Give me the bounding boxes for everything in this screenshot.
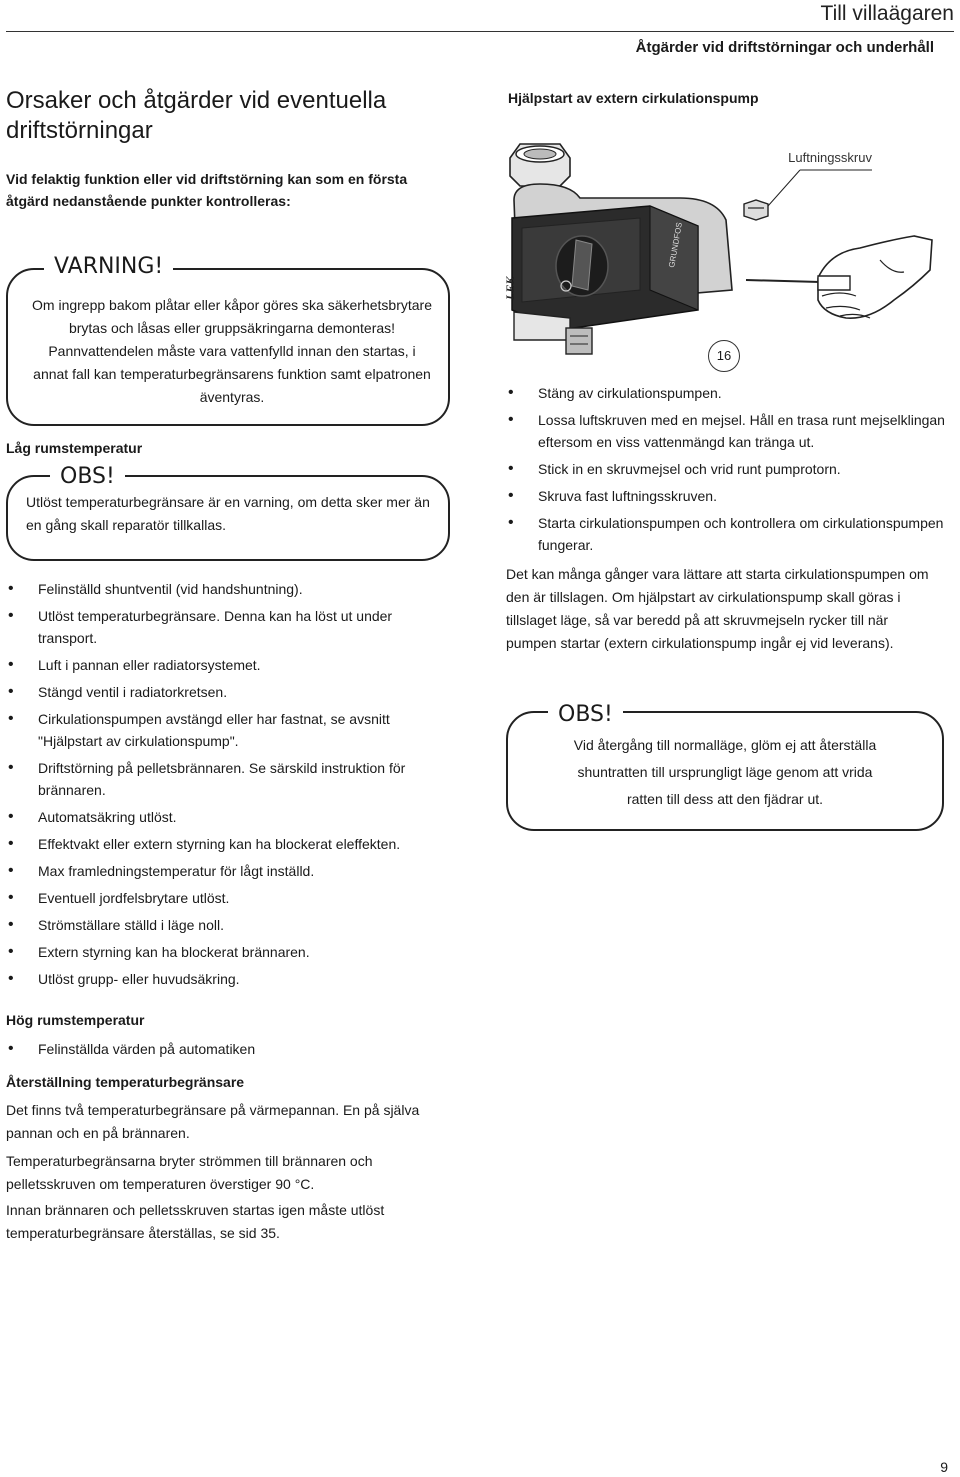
figure-stamp: LEK (503, 276, 517, 300)
page-number: 9 (940, 1459, 948, 1475)
obs-label: OBS! (548, 702, 623, 727)
reset-paragraph: Temperaturbegränsarna bryter strömmen till brännaren och pelletsskruven om temperaturen överstiger 90 °C. (6, 1153, 373, 1192)
pump-steps-list (506, 382, 950, 561)
pump-help-heading: Hjälpstart av extern cirkulationspump (508, 90, 759, 106)
list-item: • Utlöst grupp- eller huvudsäkring. (6, 968, 444, 990)
list-item: • Stick in en skruvmejsel och vrid runt pumprotorn. (506, 458, 950, 480)
list-item: • Max framledningstemperatur för lågt inställd. (6, 860, 444, 882)
obs-text: Utlöst temperaturbegränsare är en varning, om detta sker mer än en gång skall reparatör tillkallas. (26, 494, 430, 533)
list-item: • Felinställd shuntventil (vid handshuntning). (6, 578, 444, 600)
section-tag: Till villaägaren (820, 2, 954, 25)
list-item: • Felinställda värden på automatiken (6, 1038, 444, 1060)
page-subtitle: Åtgärder vid driftstörningar och underhåll (635, 39, 934, 56)
warning-text: Om ingrepp bakom plåtar eller kåpor göres ska säkerhetsbrytare brytas och låsas eller gruppsäkringarna demonteras! Pannvattendelen måste vara vattenfylld innan den startas, i annat fall kan temperaturbegränsarens funktion samt elpatronen äventyras. (32, 297, 432, 405)
page-title: Orsaker och åtgärder vid eventuella driftstörningar (6, 87, 387, 144)
low-temp-list (6, 578, 444, 995)
high-temp-list (6, 1038, 444, 1065)
header-rule (6, 31, 954, 32)
list-item: • Driftstörning på pelletsbrännaren. Se särskild instruktion för brännaren. (6, 757, 444, 801)
low-temp-heading: Låg rumstemperatur (6, 440, 143, 456)
pump-paragraph: Det kan många gånger vara lättare att starta cirkulationspumpen om den är tillslagen. Om hjälpstart av cirkulationspump skall göras i tillslaget läge, så var beredd på att skruvmejseln rycker till när pumpen startar (extern cirkulationspump ingår ej vid leverans). (506, 566, 929, 651)
list-item: • Utlöst temperaturbegränsare. Denna kan ha löst ut under transport. (6, 605, 444, 649)
list-item: • Extern styrning kan ha blockerat brännaren. (6, 941, 444, 963)
figure-number: 16 (708, 340, 740, 372)
list-item: • Strömställare ställd i läge noll. (6, 914, 444, 936)
obs-text: Vid återgång till normalläge, glöm ej att återställa shuntratten till ursprungligt läge genom att vrida ratten till dess att den fjädrar ut. (573, 737, 877, 807)
list-item: • Stängd ventil i radiatorkretsen. (6, 681, 444, 703)
high-temp-heading: Hög rumstemperatur (6, 1012, 145, 1028)
list-item: • Automatsäkring utlöst. (6, 806, 444, 828)
list-item: • Cirkulationspumpen avstängd eller har fastnat, se avsnitt "Hjälpstart av cirkulationspump". (6, 708, 444, 752)
list-item: • Starta cirkulationspumpen och kontrollera om cirkulationspumpen fungerar. (506, 512, 950, 556)
pump-brand: GRUNDFOS (667, 221, 684, 269)
reset-heading: Återställning temperaturbegränsare (6, 1074, 245, 1090)
list-item: • Effektvakt eller extern styrning kan ha blockerat eleffekten. (6, 833, 444, 855)
list-item: • Lossa luftskruven med en mejsel. Håll en trasa runt mejselklingan eftersom en viss vattenmängd kan tränga ut. (506, 409, 950, 453)
reset-paragraph: Innan brännaren och pelletsskruven startas igen måste utlöst temperaturbegränsare återställas, se sid 35. (6, 1202, 385, 1241)
reset-paragraph: Det finns två temperaturbegränsare på värmepannan. En på själva pannan och en på brännaren. (6, 1102, 420, 1141)
list-item: • Skruva fast luftningsskruven. (506, 485, 950, 507)
list-item: • Luft i pannan eller radiatorsystemet. (6, 654, 444, 676)
list-item: • Eventuell jordfelsbrytare utlöst. (6, 887, 444, 909)
intro-text: Vid felaktig funktion eller vid driftstörning kan som en första åtgärd nedanstående punkter kontrolleras: (6, 171, 408, 209)
warning-label: VARNING! (44, 254, 173, 279)
obs-label: OBS! (50, 464, 125, 489)
list-item: • Stäng av cirkulationspumpen. (506, 382, 950, 404)
venting-screw-label: Luftningsskruv (788, 150, 872, 165)
